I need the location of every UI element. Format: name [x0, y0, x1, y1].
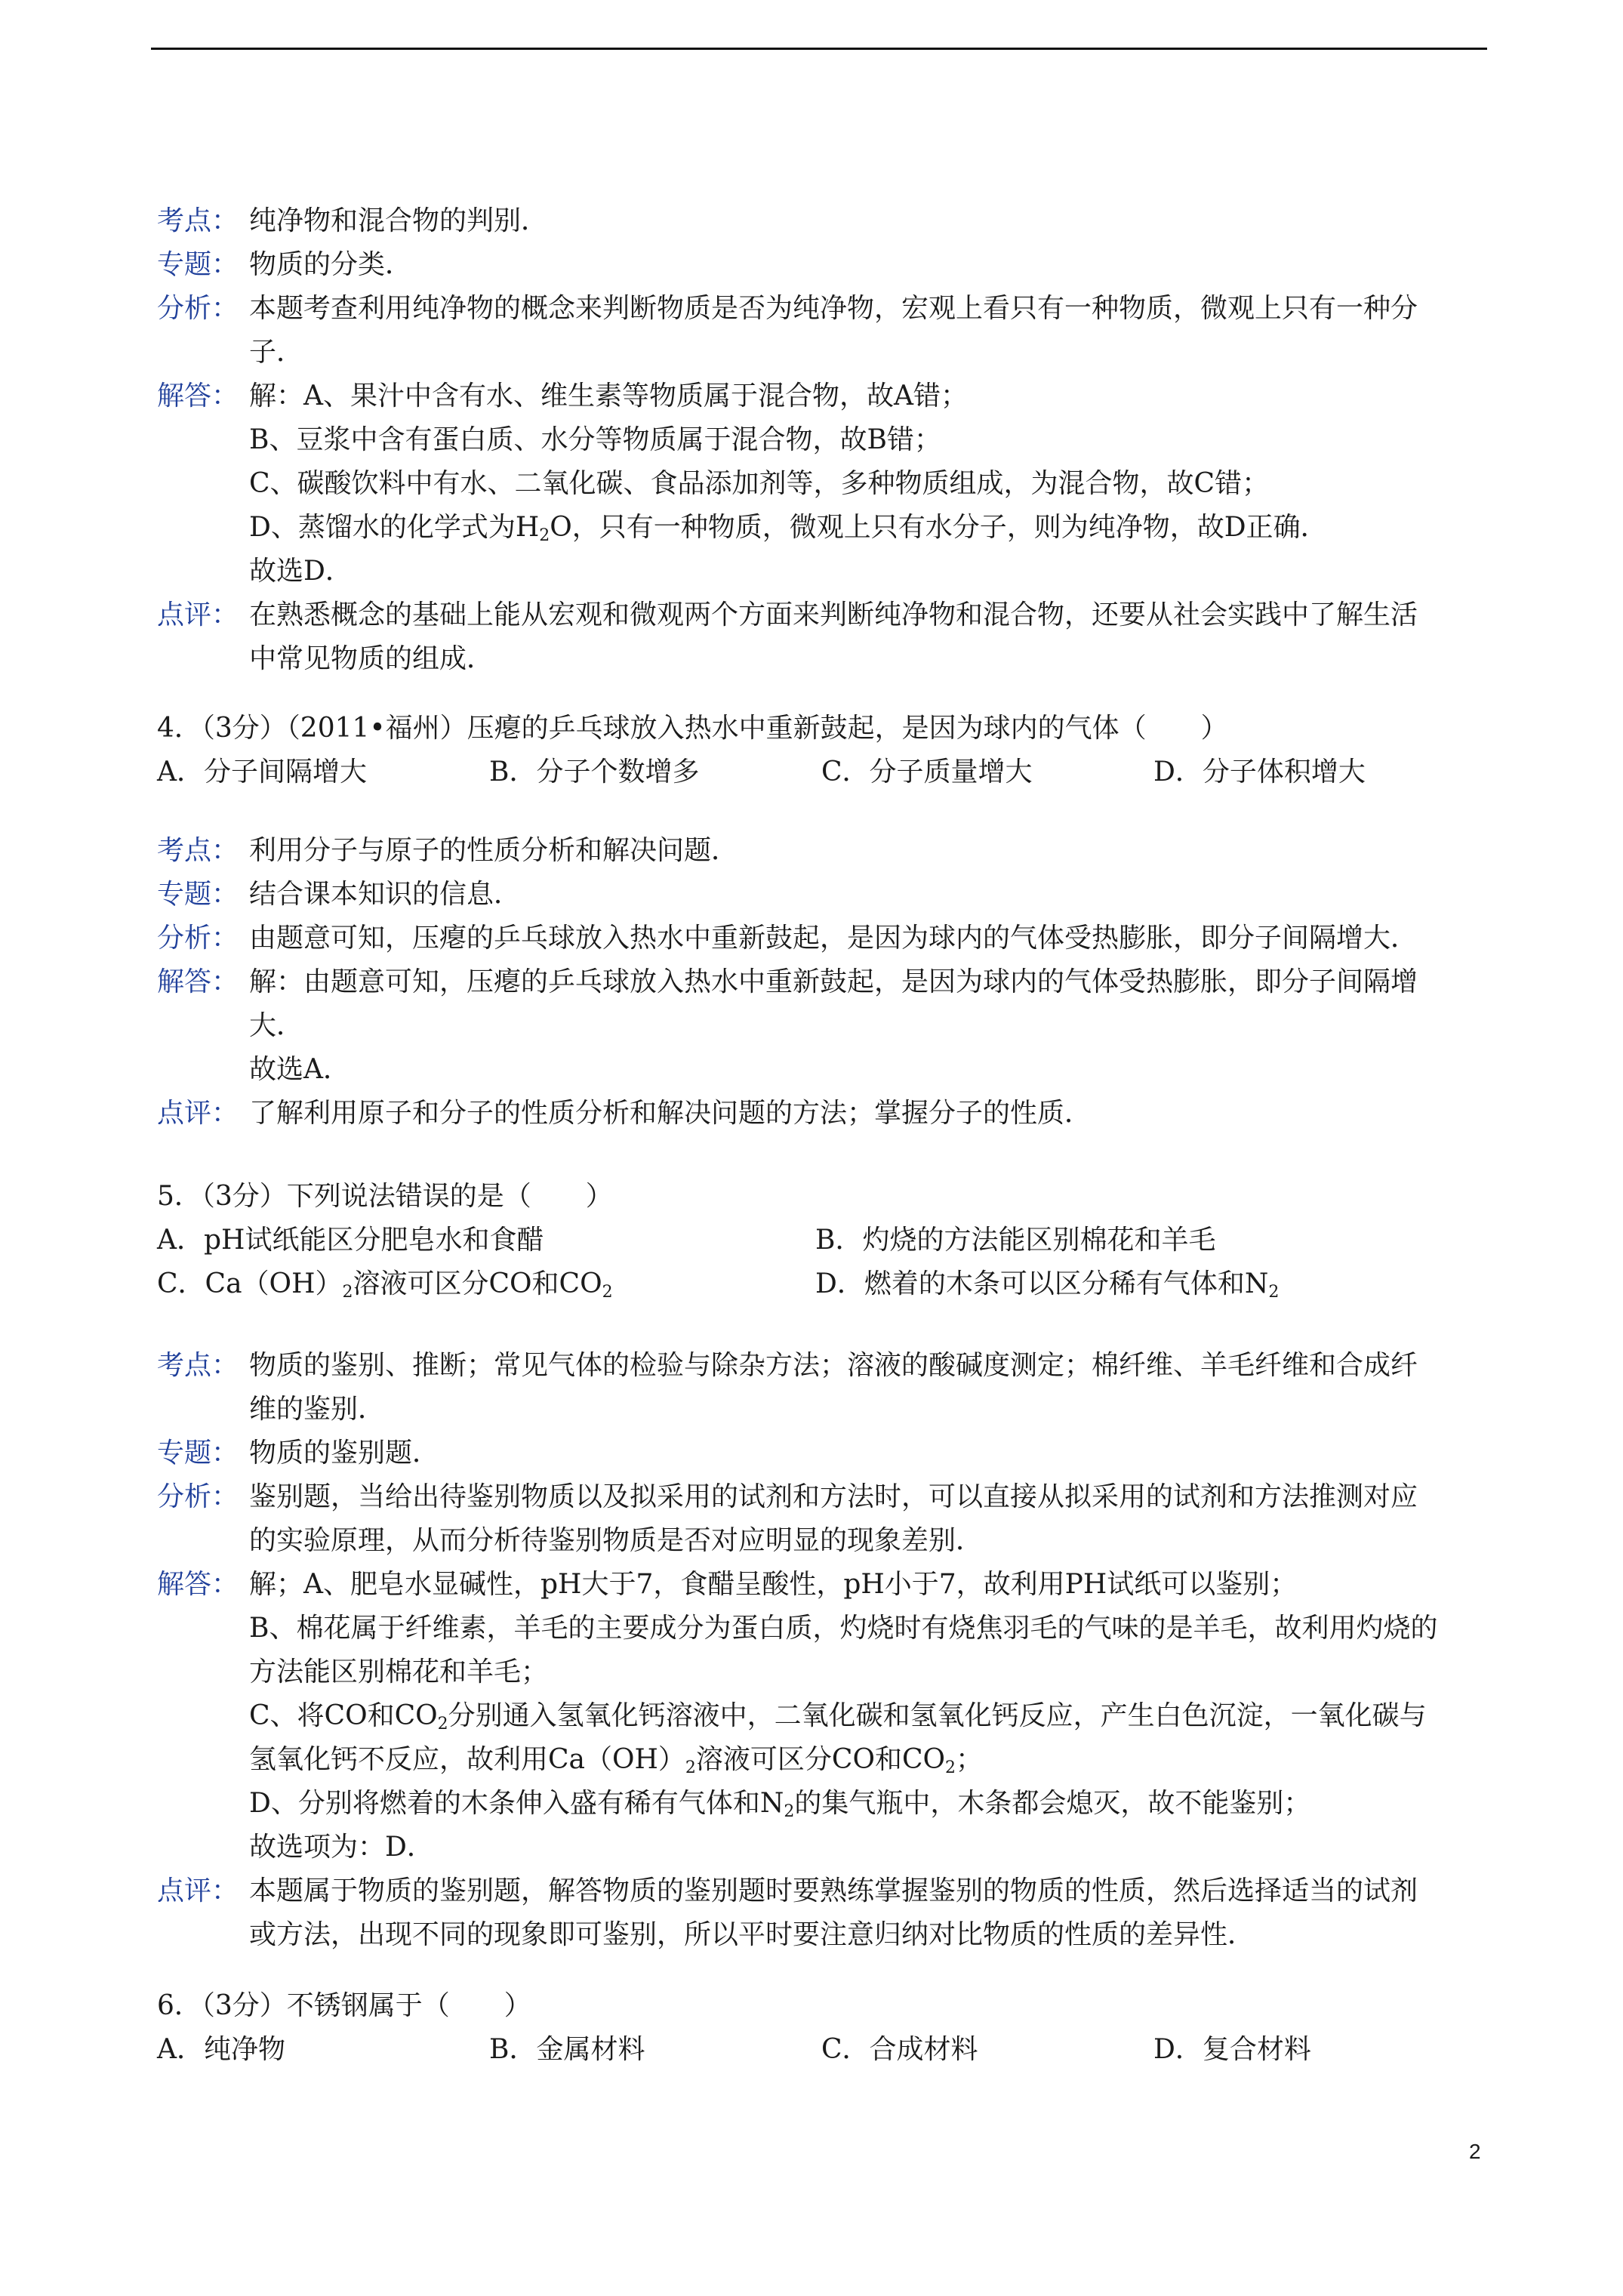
q3-zhuanti: 物质的分类．: [249, 249, 413, 280]
q5-jieda-7: 故选项为：D．: [249, 1832, 434, 1863]
q5-jieda-2: B、棉花属于纤维素，羊毛的主要成分为蛋白质，灼烧时有烧焦羽毛的气味的是羊毛，故利用灼烧的: [249, 1613, 1438, 1644]
label-jieda: 解答：: [157, 381, 239, 411]
label-kaodian: 考点：: [157, 205, 239, 236]
q4-kaodian: 利用分子与原子的性质分析和解决问题．: [249, 835, 739, 866]
q3-fenxi-1: 本题考查利用纯净物的概念来判断物质是否为纯净物，宏观上看只有一种物质，微观上只有一种分: [249, 293, 1418, 324]
q4-option-a: A．分子间隔增大: [157, 757, 367, 787]
q3-jieda-3: C、碳酸饮料中有水、二氧化碳、食品添加剂等，多种物质组成，为混合物，故C错；: [249, 468, 1270, 499]
q3-dianping-2: 中常见物质的组成．: [249, 643, 494, 674]
q4-option-b: B．分子个数增多: [489, 757, 700, 787]
q6-stem: 6．（3分）不锈钢属于（ ）: [157, 1990, 531, 2021]
q4-zhuanti: 结合课本知识的信息．: [249, 879, 522, 910]
q5-option-a: A．pH试纸能区分肥皂水和食醋: [157, 1225, 544, 1256]
q5-option-d: D．燃着的木条可以区分稀有气体和$N_2$: [815, 1268, 1280, 1302]
q5-dianping-1: 本题属于物质的鉴别题，解答物质的鉴别题时要熟练掌握鉴别的物质的性质，然后选择适当的试剂: [249, 1875, 1418, 1906]
q6-option-c: C．合成材料: [821, 2034, 978, 2065]
q5-fenxi-1: 鉴别题，当给出待鉴别物质以及拟采用的试剂和方法时，可以直接从拟采用的试剂和方法推测对应: [249, 1481, 1418, 1512]
q5-kaodian-1: 物质的鉴别、推断；常见气体的检验与除杂方法；溶液的酸碱度测定；棉纤维、羊毛纤维和合成纤: [249, 1350, 1418, 1381]
q4-jieda-3: 故选A．: [249, 1054, 350, 1085]
page-number: 2: [1469, 2140, 1481, 2163]
label-dianping: 点评：: [157, 1875, 239, 1906]
q6-option-d: D．复合材料: [1153, 2034, 1311, 2065]
q5-option-c: C．$Ca(OH)_2$溶液可区分CO和$CO_2$: [157, 1268, 613, 1302]
label-jieda: 解答：: [157, 1569, 239, 1600]
q5-stem: 5．（3分）下列说法错误的是（ ）: [157, 1181, 613, 1212]
label-zhuanti: 专题：: [157, 879, 239, 910]
label-fenxi: 分析：: [157, 293, 239, 324]
q5-jieda-3: 方法能区别棉花和羊毛；: [249, 1657, 549, 1687]
q5-zhuanti: 物质的鉴别题．: [249, 1438, 440, 1469]
q5-jieda-1: 解；A、肥皂水显碱性，pH大于7，食醋呈酸性，pH小于7，故利用PH试纸可以鉴别；: [249, 1569, 1298, 1600]
q3-jieda-2: B、豆浆中含有蛋白质、水分等物质属于混合物，故B错；: [249, 424, 941, 455]
q3-kaodian: 纯净物和混合物的判别．: [249, 205, 549, 236]
q6-option-a: A．纯净物: [157, 2034, 285, 2065]
label-kaodian: 考点：: [157, 1350, 239, 1381]
label-fenxi: 分析：: [157, 923, 239, 954]
q3-dianping-1: 在熟悉概念的基础上能从宏观和微观两个方面来判断纯净物和混合物，还要从社会实践中了解生活: [249, 599, 1418, 630]
q4-fenxi: 由题意可知，压瘪的乒乓球放入热水中重新鼓起，是因为球内的气体受热膨胀，即分子间隔增大．: [249, 923, 1418, 954]
q4-jieda-1: 解：由题意可知，压瘪的乒乓球放入热水中重新鼓起，是因为球内的气体受热膨胀，即分子间隔增: [249, 966, 1418, 997]
label-kaodian: 考点：: [157, 835, 239, 866]
header-rule: [151, 48, 1487, 50]
q5-jieda-6: D、分别将燃着的木条伸入盛有稀有气体和$N_2$的集气瓶中，木条都会熄灭，故不能鉴别；: [249, 1788, 1311, 1821]
q5-fenxi-2: 的实验原理，从而分析待鉴别物质是否对应明显的现象差别．: [249, 1525, 984, 1556]
label-zhuanti: 专题：: [157, 249, 239, 280]
q4-option-d: D．分子体积增大: [1153, 757, 1366, 787]
q3-fenxi-2: 子．: [249, 337, 304, 368]
q5-kaodian-2: 维的鉴别．: [249, 1394, 386, 1425]
q3-jieda-5: 故选D．: [249, 556, 353, 587]
label-zhuanti: 专题：: [157, 1438, 239, 1469]
label-jieda: 解答：: [157, 966, 239, 997]
q5-jieda-4: C、将CO和$CO_2$分别通入氢氧化钙溶液中，二氧化碳和氢氧化钙反应，产生白色沉淀，一氧化碳与: [249, 1700, 1427, 1734]
q4-option-c: C．分子质量增大: [821, 757, 1033, 787]
q4-jieda-2: 大．: [249, 1010, 304, 1041]
label-dianping: 点评：: [157, 599, 239, 630]
label-dianping: 点评：: [157, 1098, 239, 1129]
q5-jieda-5: 氢氧化钙不反应，故利用$Ca(OH)_2$溶液可区分CO和$CO_2$；: [249, 1744, 984, 1777]
q3-jieda-1: 解：A、果汁中含有水、维生素等物质属于混合物，故A错；: [249, 381, 968, 411]
q6-option-b: B．金属材料: [489, 2034, 645, 2065]
q5-option-b: B．灼烧的方法能区别棉花和羊毛: [815, 1225, 1216, 1256]
q4-dianping: 了解利用原子和分子的性质分析和解决问题的方法；掌握分子的性质．: [249, 1098, 1092, 1129]
q5-dianping-2: 或方法，出现不同的现象即可鉴别，所以平时要注意归纳对比物质的性质的差异性．: [249, 1919, 1255, 1950]
q4-stem: 4．（3分）（2011•福州）压瘪的乒乓球放入热水中重新鼓起，是因为球内的气体（ ）: [157, 713, 1228, 744]
label-fenxi: 分析：: [157, 1481, 239, 1512]
q3-jieda-4: D、蒸馏水的化学式为$H_2O$，只有一种物质，微观上只有水分子，则为纯净物，故D正确．: [249, 512, 1328, 545]
